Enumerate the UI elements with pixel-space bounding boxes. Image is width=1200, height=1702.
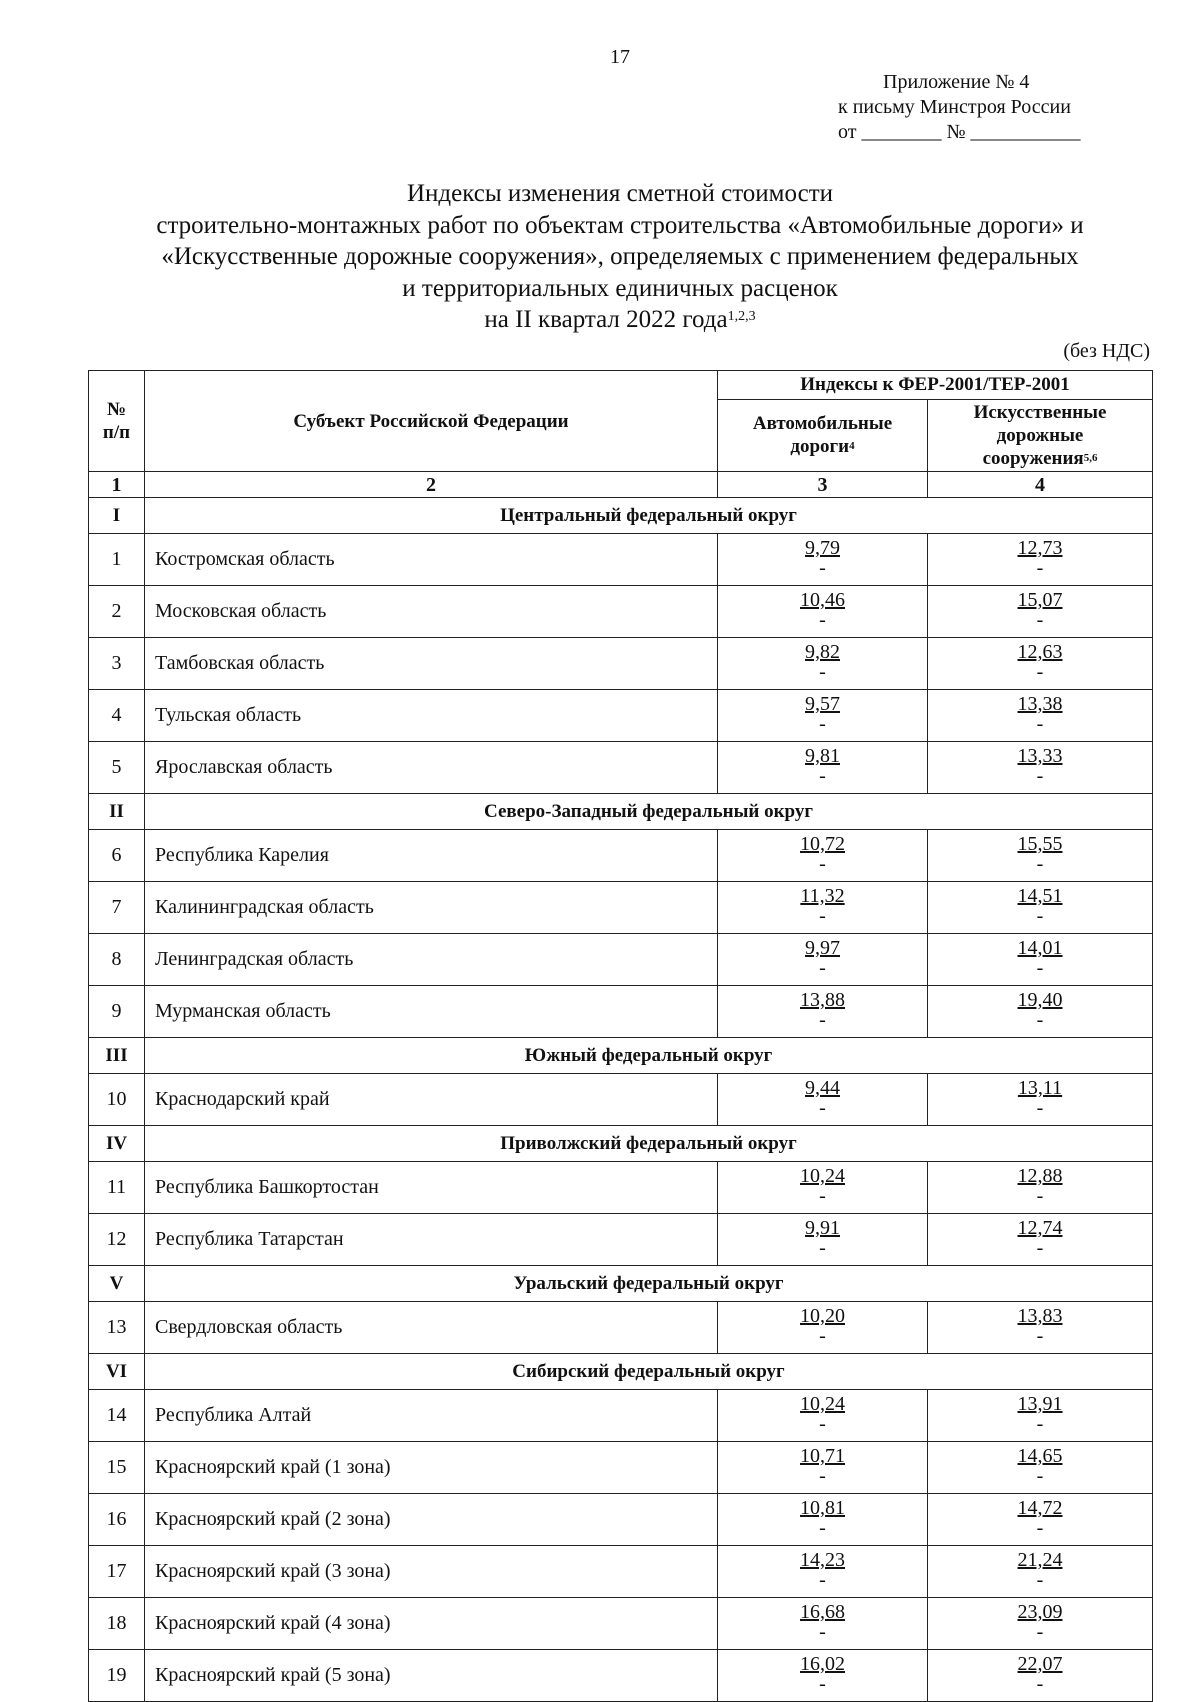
roads-index-cell [718, 1074, 928, 1126]
row-number: 13 [89, 1302, 145, 1354]
subject-name: Республика Татарстан [145, 1214, 718, 1266]
title-line-1: Индексы изменения сметной стоимости [406, 180, 834, 207]
district-name: Южный федеральный округ [145, 1038, 1153, 1074]
structures-ter-index: - [1036, 1621, 1044, 1643]
subject-name: Тульская область [145, 690, 718, 742]
roads-fer-index: 10,71 [800, 1445, 845, 1467]
roads-ter-index: - [819, 853, 826, 875]
row-number: 3 [89, 638, 145, 690]
structures-fer-index: 13,83 [1017, 1305, 1063, 1327]
district-roman: VI [89, 1354, 145, 1390]
vat-note: (без НДС) [1063, 340, 1150, 362]
appendix-line-3: от ________ № ___________ [838, 121, 1081, 143]
table-row [89, 1442, 1153, 1494]
column-number: 3 [718, 472, 928, 498]
header-roads-text: Автомобильные дороги [752, 413, 893, 458]
structures-ter-index: - [1036, 905, 1044, 927]
row-number: 15 [89, 1442, 145, 1494]
structures-fer-index: 14,65 [1017, 1445, 1063, 1467]
row-number: 9 [89, 986, 145, 1038]
roads-fer-index: 10,72 [800, 833, 845, 855]
roads-ter-index: - [819, 1673, 826, 1695]
structures-fer-index: 14,01 [1017, 937, 1063, 959]
roads-ter-index: - [819, 1465, 826, 1487]
roads-index-cell [718, 1546, 928, 1598]
header-num: № п/п [89, 371, 145, 472]
column-number: 1 [89, 472, 145, 498]
roads-ter-index: - [819, 1569, 826, 1591]
roads-index-cell [718, 1650, 928, 1702]
header-structures-text: Искусственные дорожные сооружения [973, 401, 1107, 469]
row-number: 11 [89, 1162, 145, 1214]
header-roads-footnote: 4 [849, 440, 855, 453]
roads-index-cell [718, 934, 928, 986]
structures-index-cell [928, 1214, 1153, 1266]
roads-fer-index: 9,81 [805, 745, 840, 767]
structures-ter-index: - [1036, 661, 1044, 683]
subject-name: Мурманская область [145, 986, 718, 1038]
table-row [89, 986, 1153, 1038]
header-indices: Индексы к ФЕР-2001/ТЕР-2001 [718, 371, 1153, 400]
table-row [89, 690, 1153, 742]
roads-ter-index: - [819, 1413, 826, 1435]
structures-ter-index: - [1036, 1569, 1044, 1591]
table-row [89, 1074, 1153, 1126]
structures-fer-index: 21,24 [1017, 1549, 1063, 1571]
title-line-2: строительно-монтажных работ по объектам строительства «Автомобильные дороги» и [156, 211, 1084, 239]
row-number: 7 [89, 882, 145, 934]
structures-fer-index: 14,72 [1017, 1497, 1063, 1519]
structures-fer-index: 13,91 [1017, 1393, 1063, 1415]
subject-name: Красноярский край (5 зона) [145, 1650, 718, 1702]
table-row [89, 1546, 1153, 1598]
district-roman: II [89, 794, 145, 830]
structures-fer-index: 12,73 [1017, 537, 1063, 559]
district-name: Уральский федеральный округ [145, 1266, 1153, 1302]
title-footnote-refs: 1,2,3 [727, 309, 756, 324]
title-line-5 [80, 304, 1160, 336]
row-number: 5 [89, 742, 145, 794]
roads-fer-index: 13,88 [800, 989, 845, 1011]
subject-name: Республика Алтай [145, 1390, 718, 1442]
row-number: 16 [89, 1494, 145, 1546]
structures-index-cell [928, 830, 1153, 882]
structures-fer-index: 15,07 [1017, 589, 1063, 611]
row-number: 6 [89, 830, 145, 882]
roads-fer-index: 9,97 [805, 937, 840, 959]
structures-fer-index: 15,55 [1017, 833, 1063, 855]
subject-name: Костромская область [145, 534, 718, 586]
indices-table [88, 370, 1153, 1702]
structures-index-cell [928, 1390, 1153, 1442]
roads-index-cell [718, 1390, 928, 1442]
district-roman: V [89, 1266, 145, 1302]
roads-ter-index: - [819, 609, 826, 631]
row-number: 10 [89, 1074, 145, 1126]
roads-ter-index: - [819, 765, 826, 787]
structures-index-cell [928, 934, 1153, 986]
table-row [89, 638, 1153, 690]
table-row [89, 1494, 1153, 1546]
appendix-line-1: Приложение № 4 [883, 71, 1030, 93]
row-number: 1 [89, 534, 145, 586]
structures-fer-index: 12,74 [1017, 1217, 1063, 1239]
table-row [89, 882, 1153, 934]
roads-ter-index: - [819, 1621, 826, 1643]
row-number: 17 [89, 1546, 145, 1598]
column-number: 4 [928, 472, 1153, 498]
subject-name: Красноярский край (3 зона) [145, 1546, 718, 1598]
structures-index-cell [928, 1546, 1153, 1598]
structures-index-cell [928, 586, 1153, 638]
structures-ter-index: - [1036, 1185, 1044, 1207]
title-line-4: и территориальных единичных расценок [402, 274, 838, 302]
header-subject: Субъект Российской Федерации [145, 371, 718, 472]
table-row [89, 586, 1153, 638]
district-name: Северо-Западный федеральный округ [145, 794, 1153, 830]
structures-fer-index: 13,33 [1017, 745, 1063, 767]
district-row [89, 498, 1153, 534]
structures-index-cell [928, 690, 1153, 742]
structures-ter-index: - [1036, 557, 1044, 579]
roads-index-cell [718, 534, 928, 586]
district-row [89, 1126, 1153, 1162]
structures-fer-index: 12,63 [1017, 641, 1063, 663]
table-row [89, 742, 1153, 794]
structures-fer-index: 12,88 [1017, 1165, 1063, 1187]
structures-fer-index: 22,07 [1017, 1653, 1063, 1675]
district-roman: IV [89, 1126, 145, 1162]
structures-fer-index: 19,40 [1017, 989, 1063, 1011]
roads-ter-index: - [819, 1009, 826, 1031]
table-row [89, 1650, 1153, 1702]
roads-index-cell [718, 1302, 928, 1354]
district-row [89, 794, 1153, 830]
row-number: 12 [89, 1214, 145, 1266]
roads-fer-index: 10,20 [800, 1305, 845, 1327]
page-number: 17 [610, 46, 630, 68]
column-number-row [89, 472, 1153, 498]
subject-name: Калининградская область [145, 882, 718, 934]
roads-fer-index: 9,82 [805, 641, 840, 663]
table-row [89, 1598, 1153, 1650]
structures-index-cell [928, 1650, 1153, 1702]
subject-name: Свердловская область [145, 1302, 718, 1354]
header-structures-footnote: 5,6 [1083, 451, 1098, 464]
structures-ter-index: - [1036, 1325, 1044, 1347]
roads-ter-index: - [819, 1185, 826, 1207]
roads-fer-index: 10,46 [800, 589, 845, 611]
roads-index-cell [718, 830, 928, 882]
table-row [89, 1390, 1153, 1442]
roads-ter-index: - [819, 1325, 826, 1347]
roads-fer-index: 14,23 [800, 1549, 845, 1571]
district-row [89, 1354, 1153, 1390]
table-row [89, 1162, 1153, 1214]
roads-ter-index: - [819, 905, 826, 927]
structures-ter-index: - [1036, 1237, 1044, 1259]
roads-index-cell [718, 586, 928, 638]
appendix-line-2: к письму Минстроя России [838, 96, 1071, 118]
roads-ter-index: - [819, 661, 826, 683]
roads-index-cell [718, 1494, 928, 1546]
roads-fer-index: 11,32 [800, 885, 845, 907]
structures-ter-index: - [1036, 609, 1044, 631]
district-name: Центральный федеральный округ [145, 498, 1153, 534]
roads-index-cell [718, 882, 928, 934]
structures-ter-index: - [1036, 1009, 1044, 1031]
roads-index-cell [718, 1598, 928, 1650]
roads-index-cell [718, 1442, 928, 1494]
roads-ter-index: - [819, 1517, 826, 1539]
roads-ter-index: - [819, 1097, 826, 1119]
document-title [80, 178, 1160, 336]
district-row [89, 1266, 1153, 1302]
subject-name: Ярославская область [145, 742, 718, 794]
roads-fer-index: 9,91 [805, 1217, 840, 1239]
structures-fer-index: 13,11 [1017, 1077, 1063, 1099]
header-roads [718, 399, 928, 471]
subject-name: Ленинградская область [145, 934, 718, 986]
row-number: 4 [89, 690, 145, 742]
roads-fer-index: 10,81 [800, 1497, 845, 1519]
table-row [89, 934, 1153, 986]
structures-ter-index: - [1036, 957, 1044, 979]
roads-ter-index: - [819, 957, 826, 979]
structures-index-cell [928, 742, 1153, 794]
subject-name: Московская область [145, 586, 718, 638]
structures-fer-index: 13,38 [1017, 693, 1063, 715]
structures-index-cell [928, 638, 1153, 690]
roads-fer-index: 10,24 [800, 1393, 845, 1415]
roads-fer-index: 9,79 [805, 537, 840, 559]
subject-name: Красноярский край (2 зона) [145, 1494, 718, 1546]
roads-fer-index: 9,44 [805, 1077, 840, 1099]
title-line-5-text: на II квартал 2022 года [484, 306, 728, 333]
structures-fer-index: 14,51 [1017, 885, 1063, 907]
header-structures [928, 399, 1153, 471]
structures-index-cell [928, 1074, 1153, 1126]
subject-name: Тамбовская область [145, 638, 718, 690]
structures-index-cell [928, 986, 1153, 1038]
subject-name: Краснодарский край [145, 1074, 718, 1126]
row-number: 8 [89, 934, 145, 986]
structures-index-cell [928, 1494, 1153, 1546]
district-roman: III [89, 1038, 145, 1074]
district-row [89, 1038, 1153, 1074]
structures-index-cell [928, 534, 1153, 586]
district-name: Сибирский федеральный округ [145, 1354, 1153, 1390]
district-name: Приволжский федеральный округ [145, 1126, 1153, 1162]
roads-ter-index: - [819, 557, 826, 579]
structures-ter-index: - [1036, 1097, 1044, 1119]
roads-index-cell [718, 742, 928, 794]
roads-index-cell [718, 1214, 928, 1266]
title-line-3: «Искусственные дорожные сооружения», определяемых с применением федеральных [161, 243, 1079, 270]
roads-index-cell [718, 1162, 928, 1214]
roads-fer-index: 10,24 [800, 1165, 845, 1187]
structures-ter-index: - [1036, 1413, 1044, 1435]
subject-name: Красноярский край (4 зона) [145, 1598, 718, 1650]
roads-fer-index: 16,68 [800, 1601, 845, 1623]
structures-fer-index: 23,09 [1017, 1601, 1063, 1623]
table-row [89, 1302, 1153, 1354]
structures-ter-index: - [1036, 1465, 1044, 1487]
roads-index-cell [718, 638, 928, 690]
column-number: 2 [145, 472, 718, 498]
structures-ter-index: - [1036, 1517, 1044, 1539]
roads-fer-index: 9,57 [805, 693, 840, 715]
structures-ter-index: - [1036, 1673, 1044, 1695]
structures-ter-index: - [1036, 713, 1044, 735]
structures-ter-index: - [1036, 765, 1044, 787]
structures-index-cell [928, 1442, 1153, 1494]
table-row [89, 830, 1153, 882]
structures-ter-index: - [1036, 853, 1044, 875]
roads-fer-index: 16,02 [800, 1653, 845, 1675]
structures-index-cell [928, 1162, 1153, 1214]
subject-name: Республика Карелия [145, 830, 718, 882]
structures-index-cell [928, 1302, 1153, 1354]
row-number: 14 [89, 1390, 145, 1442]
row-number: 18 [89, 1598, 145, 1650]
row-number: 2 [89, 586, 145, 638]
row-number: 19 [89, 1650, 145, 1702]
roads-index-cell [718, 690, 928, 742]
roads-ter-index: - [819, 1237, 826, 1259]
structures-index-cell [928, 1598, 1153, 1650]
roads-index-cell [718, 986, 928, 1038]
roads-ter-index: - [819, 713, 826, 735]
table-row [89, 534, 1153, 586]
subject-name: Республика Башкортостан [145, 1162, 718, 1214]
subject-name: Красноярский край (1 зона) [145, 1442, 718, 1494]
district-roman: I [89, 498, 145, 534]
appendix-block [838, 70, 1081, 145]
table-row [89, 1214, 1153, 1266]
structures-index-cell [928, 882, 1153, 934]
